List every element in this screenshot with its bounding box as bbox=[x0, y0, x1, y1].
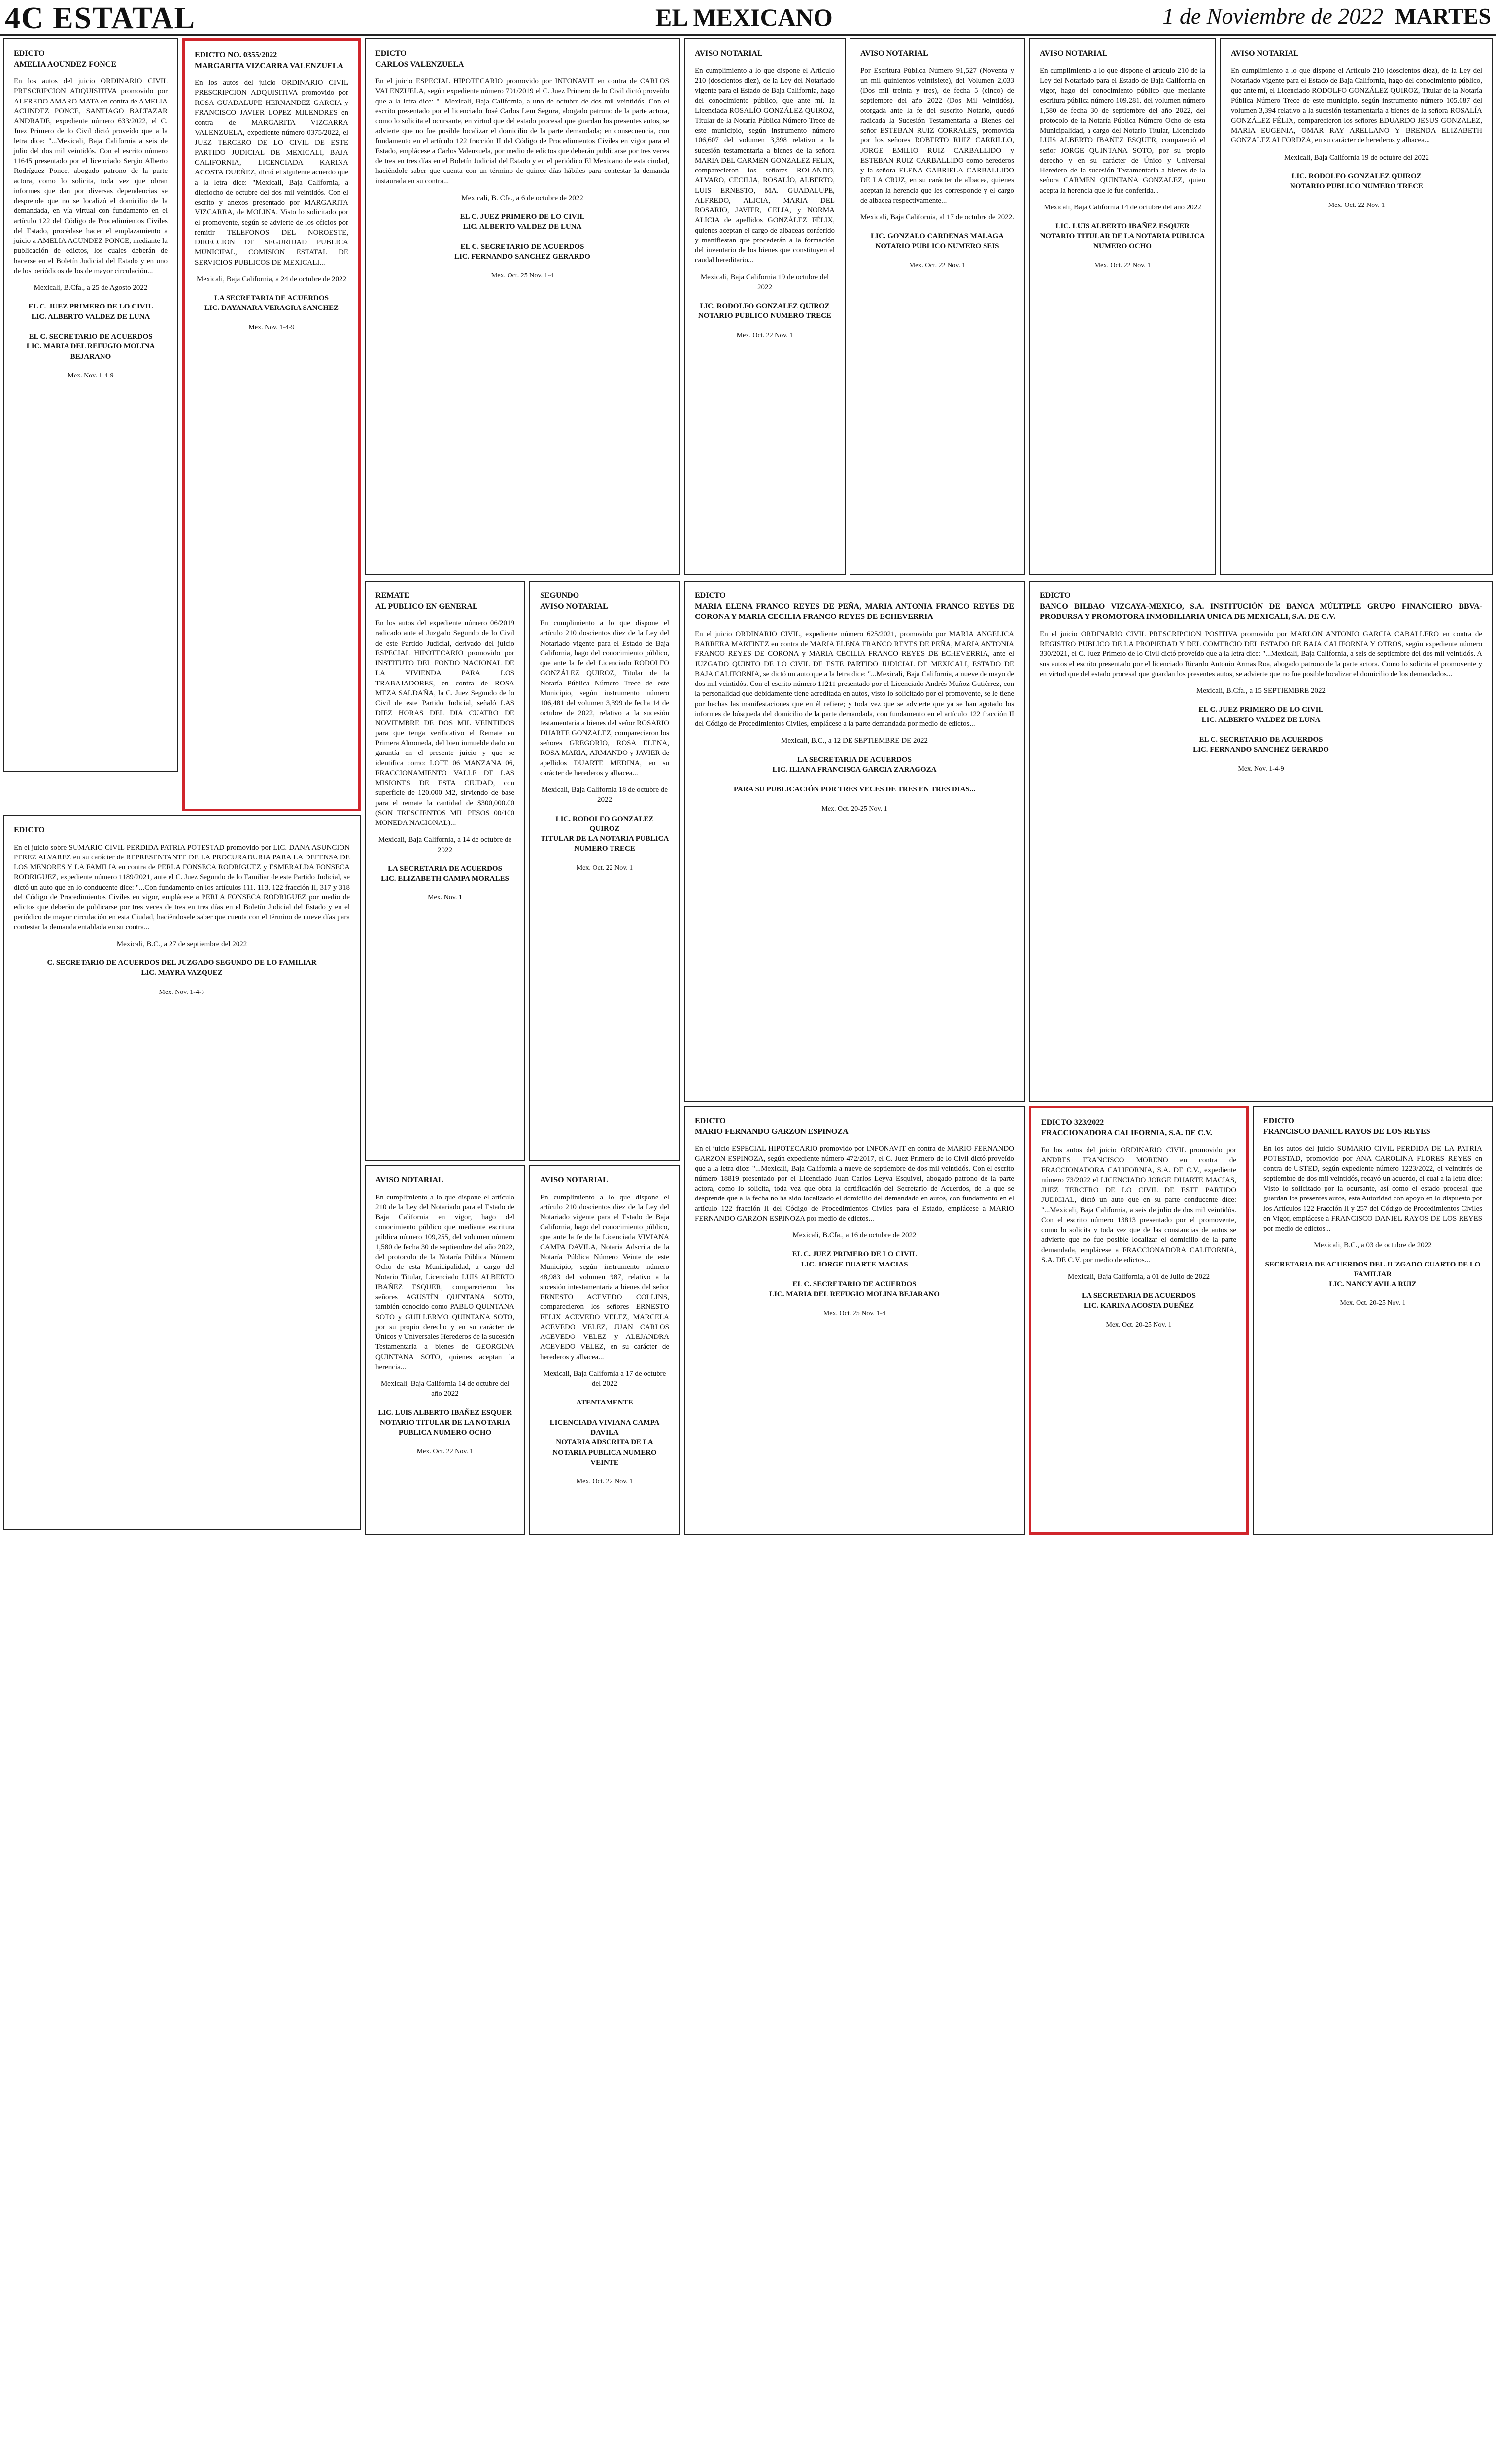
notice-heading: REMATE AL PUBLICO EN GENERAL bbox=[375, 591, 478, 611]
notice-place-date: Mexicali, B.Cfa., a 15 SEPTIEMBRE 2022 bbox=[1196, 687, 1326, 695]
notice-body: En los autos del juicio ORDINARIO CIVIL PRESCRIPCION ADQUISITIVA promovido por ALFREDO AMARO MATA en contra de AMELIA ACUNDEZ PONCE, SANTIAGO BALTAZAR ANDRADE, expediente número 633/2022, el C. Juez Primero de lo Civil dictó proveído que a la letra dice: "...Mexicali, Baja California a seis de julio del dos mil veintidós. Con el escrito número 11645 presentado por el licenciado Sergio Alberto Rodríguez Ponce, abogado patrono de la parte actora, como lo solicita, toda vez que obran informes que dan por diversas dependencias se desprende que no se localizó el domicilio de la demandada, en vía virtual con fundamento en el artículo 122 del Código de Procedimientos Civiles del Estado, procédase hacer el emplazamiento a juicio a AMELIA ACUNDEZ PONCE, mediante la publicación de edictos, los cuales deberán de hacerse en el Boletín Judicial del Estado y en uno de los periódicos de los de mayor circulación... bbox=[14, 77, 168, 275]
notice-publication: Mex. Nov. 1-4-7 bbox=[159, 988, 205, 996]
notice-place-date: Mexicali, B.C., a 27 de septiembre del 2022 bbox=[116, 940, 247, 948]
notice-publication: Mex. Oct. 22 Nov. 1 bbox=[576, 1478, 633, 1486]
notice-body: En el juicio ESPECIAL HIPOTECARIO promovido por INFONAVIT en contra de MARIO FERNANDO GARZON ESPINOZA, según expediente número 472/2017, el C. Juez Primero de lo Civil dictó proveído que a la letra dice: "...Mexicali, Baja California a nueve de septiembre de dos mil veintidós. Con el escrito número 18819 presentado por el Licenciado Juan Carlos Leyva Esquivel, abogado patrono de la parte actora, como lo solicita, toda vez que obra la certificación del Secretario de Acuerdos, de la que se desprende que a la fecha no ha sido localizado el domicilio del demandado en autos, con fundamento en el artículo 122 fracción II del Código de Procedimientos Civiles para el Estado, emplácese a MARIO FERNANDO GARZON ESPINOZA por medio de edictos... bbox=[695, 1145, 1014, 1223]
notice-place-date: Mexicali, B.C., a 03 de octubre de 2022 bbox=[1314, 1241, 1432, 1250]
notice-publication: Mex. Oct. 22 Nov. 1 bbox=[416, 1448, 474, 1456]
notice-body: En los autos del juicio SUMARIO CIVIL PERDIDA DE LA PATRIA POTESTAD, promovido por ANA CAROLINA FLORES REYES en contra de USTED, según expediente número 1223/2022, el veintitrés de septiembre de dos mil veintidós, recayó un acuerdo, el cual a la letra dice: Visto lo solicitado por la ocursante, así como el estado procesal que guardan los presentes autos, esta Autoridad con apoyo en lo dispuesto por los Artículos 122 Fracción II y 257 del Código de Procedimientos Civiles en Vigor, emplácese a FRANCISCO DANIEL RAYOS DE LOS REYES por medio de edictos... bbox=[1263, 1145, 1482, 1233]
notice-body: En el juicio sobre SUMARIO CIVIL PERDIDA PATRIA POTESTAD promovido por LIC. DANA ASUNCION PEREZ ALVAREZ en su carácter de REPRESENTANTE DE LA PROCURADURIA PARA LA DEFENSA DE LOS MENORES Y LA FAMILIA en contra de PERLA FONSECA RODRIGUEZ y ESMERALDA FONSECA RODRIGUEZ, expediente número 1189/2021, ante el C. Juez Segundo de lo Familiar de este Partido Judicial, se dictó un auto que en lo conducente dice: "...Con fundamento en los artículos 111, 113, 122 fracción II, 317 y 318 del Código de Procedimientos Civiles en vigor, emplácese a PERLA FONSECA RODRIGUEZ por medio de edictos que deberán de publicarse por tres veces de tres en tres días en el Boletín Judicial del Estado y en el periódico de mayor circulación en esta Ciudad, haciéndosele saber que cuenta con el término de nueve días para contestar la demanda entablada en su contra... bbox=[14, 843, 350, 931]
notice-body: En los autos del juicio ORDINARIO CIVIL PRESCRIPCION ADQUISITIVA promovido por ROSA GUADALUPE HERNANDEZ GARCIA y FRANCISCO JAVIER LOPEZ MILENDRES en contra de MARGARITA VIZCARRA VALENZUELA, expediente número 0375/2022, el JUEZ TERCERO DE LO CIVIL DE ESTE PARTIDO JUDICIAL DE MEXICALI, BAJA CALIFORNIA, LICENCIADA KARINA ACOSTA DUEÑEZ, dictó el siguiente acuerdo que a la letra dice: "Mexicali, Baja California, a dieciocho de octubre del dos mil veintidós. Con el escrito y anexos presentado por MARGARITA VIZCARRA, de MOLINA. Visto lo solicitado por el promovente, según se advierte de los oficios por remitir TELEFONOS DEL NOROESTE, DIRECCION DE SEGURIDAD PUBLICA MUNICIPAL, COMISION ESTATAL DE SERVICIOS PUBLICOS DE MEXICALI... bbox=[195, 79, 348, 267]
issue-date-text: 1 de Noviembre de 2022 bbox=[1162, 3, 1384, 29]
section-title bbox=[5, 1, 196, 36]
notice-body: En cumplimiento a lo que dispone el artículo 210 doscientos diez de la Ley del Notariado vigente para el Estado de Baja California, hago del conocimiento público, que ante la fe del Licenciado RODOLFO GONZÁLEZ QUIROZ, Titular de la Notaría Pública Número Trece de este Municipio, según instrumento número 106,481 del volumen 3,399 de fecha 14 de octubre de 2022, relativo a la sucesión testamentaria a bienes del señor ROSARIO DUARTE GONZALEZ, comparecieron los señores GREGORIO, ROSA ELENA, ROSA MARIA, ARMANDO y JAVIER de apellidos DUARTE MEDINA, en su carácter de herederos y albacea... bbox=[540, 619, 669, 777]
masthead bbox=[0, 0, 1496, 36]
notice-n8 bbox=[365, 581, 525, 1161]
notice-signature: LIC. GONZALO CARDENAS MALAGA NOTARIO PUBLICO NUMERO SEIS bbox=[870, 232, 1004, 250]
notice-body: En el juicio ESPECIAL HIPOTECARIO promovido por INFONAVIT en contra de CARLOS VALENZUELA, según expediente número 701/2019 el C. Juez Primero de lo Civil dictó proveído que a la letra dice: "...Mexicali, Baja California, a uno de octubre de dos mil veintidós. Con el escrito presentado por el licenciado José Carlos Lem Segura, abogado patrono de la parte actora, como lo solicita el ocursante, en virtud que del estado procesal que guardan los presentes autos, se advierte que no fue posible localizar el domicilio de la parte demandada; en consecuencia, con fundamento en el artículo 122 fracción II del Código de Procedimientos Civiles en vigor para el Estado, emplácese a Carlos Valenzuela, por medio de edictos que deberán publicarse por tres veces de tres en tres días en el Boletín Judicial del Estado y en el periódico El Mexicano de esta ciudad, haciéndole saber que cuenta con un término de quince días hábiles para contestar la demanda instaurada en su contra... bbox=[375, 77, 669, 185]
notice-body: En cumplimiento a lo que dispone el Artículo 210 (doscientos diez), de la Ley del Notariado vigente para el Estado de Baja California, hago del conocimiento público, que ante mí, la Licenciada ROSALÍO GONZÁLEZ QUIROZ, Titular de la Notaría Pública Número Trece de este municipio, según instrumento número 106,607 del volumen 3,398 relativo a la sucesión testamentaria a bienes de la señora MARIA DEL CARMEN GONZALEZ FELIX, comparecieron los señores ROLANDO, ALVARO, CECILIA, ROSALÍO, ALBERTO, LUIS ERNESTO, MA. GUADALUPE, ALFREDO, ALICIA, MARIA DEL ROSARIO, JAVIER, CELIA, y NORMA ALICIA de apellidos GONZÁLEZ FÉLIX, quienes aceptan el cargo de albaceas conferido y manifiestan que procederán a la formación del inventario de los bienes que constituyen el caudal hereditario... bbox=[695, 67, 835, 265]
notice-signature: C. SECRETARIO DE ACUERDOS DEL JUZGADO SEGUNDO DE LO FAMILIAR LIC. MAYRA VAZQUEZ bbox=[47, 959, 317, 977]
notice-place-date: Mexicali, B.Cfa., a 25 de Agosto 2022 bbox=[34, 284, 148, 292]
notice-body: En cumplimiento a lo que dispone el artículo 210 de la Ley del Notariado para el Estado de Baja California en vigor, hago del conocimiento público que mediante escritura pública número 109,255, del volumen número 1,580 de fecha 30 de septiembre del año 2022, del protocolo de la Notaría Pública Número Ocho de esta Municipalidad, a cargo del Notario Titular, Licenciado LUIS ALBERTO IBAÑEZ ESQUER, comparecieron los señores AGUSTÍN QUINTANA SOTO, también conocido como PABLO QUINTANA SOTO y GUILLERMO QUINTANA SOTO, por su propio derecho y en su carácter de Únicos y Universales Herederos de la sucesión Testamentaria a bienes de GEORGINA QUINTANA SOTO, quienes aceptan la herencia... bbox=[375, 1193, 514, 1371]
notice-heading: EDICTO MARIA ELENA FRANCO REYES DE PEÑA, MARIA ANTONIA FRANCO REYES DE CORONA Y MARIA CECILIA FRANCO REYES DE ECHEVERRIA bbox=[695, 591, 1014, 621]
notice-body: En el juicio ORDINARIO CIVIL, expediente número 625/2021, promovido por MARIA ANGELICA BARRERA MARTINEZ en contra de MARIA ELENA FRANCO REYES DE PEÑA, MARIA ANTONIA FRANCO REYES DE CORONA y MARIA CECILIA FRANCO REYES DE ECHEVERRIA, ante el JUZGADO QUINTO DE LO CIVIL DE ESTE PARTIDO JUDICIAL DE MEXICALI, ESTADO DE BAJA CALIFORNIA, se dictó un auto que a la letra dice: "...Mexicali, Baja California, a nueve de mayo de dos mil veintidós. Con el escrito número 11211 presentado por el Licenciado Andrés Muñoz Gutiérrez, con la personalidad que debidamente tiene acreditada en autos, visto lo solicitado por el promovente, se le tiene por hechas las manifestaciones que en él refiere; y toda vez que se advierte que ya se han agotado los informes de búsqueda del domicilio de la parte demandada, con fundamento en el artículo 122 fracción II del Código de Procedimientos Civiles, emplácese a la parte demandada por medio de edictos... bbox=[695, 630, 1014, 728]
issue-weekday: MARTES bbox=[1394, 3, 1491, 29]
notice-place-date: Mexicali, Baja California, a 01 de Julio de 2022 bbox=[1067, 1273, 1210, 1281]
notice-publication: Mex. Oct. 20-25 Nov. 1 bbox=[1340, 1300, 1406, 1307]
notice-place-date: Mexicali, B.C., a 12 DE SEPTIEMBRE DE 2022 bbox=[781, 737, 928, 745]
notice-signature: LA SECRETARIA DE ACUERDOS LIC. ELIZABETH CAMPA MORALES bbox=[381, 864, 509, 883]
notice-publication: Mex. Oct. 22 Nov. 1 bbox=[1328, 202, 1385, 209]
notice-heading: EDICTO FRANCISCO DANIEL RAYOS DE LOS REYES bbox=[1263, 1117, 1430, 1136]
notice-signature: SECRETARIA DE ACUERDOS DEL JUZGADO CUARTO DE LO FAMILIAR LIC. NANCY AVILA RUIZ bbox=[1265, 1260, 1481, 1289]
notice-heading: AVISO NOTARIAL bbox=[1040, 49, 1108, 58]
notice-signature: LIC. RODOLFO GONZALEZ QUIROZ NOTARIO PUBLICO NUMERO TRECE bbox=[1290, 172, 1423, 191]
notice-heading: AVISO NOTARIAL bbox=[375, 1176, 443, 1184]
notice-place-date: Mexicali, Baja California 14 de octubre del año 2022 bbox=[380, 1380, 510, 1398]
notice-place-date: Mexicali, Baja California, a 14 de octubre de 2022 bbox=[378, 836, 512, 854]
notice-heading: EDICTO 323/2022 FRACCIONADORA CALIFORNIA, S.A. DE C.V. bbox=[1041, 1118, 1212, 1137]
notice-publication: Mex. Oct. 22 Nov. 1 bbox=[909, 261, 966, 269]
notice-n2 bbox=[182, 38, 361, 811]
notice-publication: Mex. Nov. 1 bbox=[428, 894, 462, 902]
notice-signature: LIC. LUIS ALBERTO IBAÑEZ ESQUER NOTARIO TITULAR DE LA NOTARIA PUBLICA NUMERO OCHO bbox=[1040, 222, 1205, 250]
notice-n1 bbox=[3, 38, 178, 772]
notice-place-date: Mexicali, B.Cfa., a 16 de octubre de 2022 bbox=[792, 1232, 917, 1240]
section-name: ESTATAL bbox=[53, 1, 196, 35]
notice-n17 bbox=[1253, 1106, 1493, 1535]
notice-n16 bbox=[1029, 1106, 1249, 1535]
notice-n13 bbox=[365, 1165, 525, 1535]
notice-heading: EDICTO CARLOS VALENZUELA bbox=[375, 49, 464, 68]
notice-publication: Mex. Oct. 22 Nov. 1 bbox=[1094, 261, 1151, 269]
notice-heading: SEGUNDO AVISO NOTARIAL bbox=[540, 591, 608, 611]
notice-n15 bbox=[684, 1106, 1025, 1535]
notice-heading: EDICTO bbox=[14, 826, 45, 834]
notice-body: En cumplimiento a lo que dispone el artículo 210 de la Ley del Notariado para el Estado de Baja California en vigor, hago del conocimiento público que mediante escritura pública número 109,281, del volumen número 1,580 de fecha 30 de septiembre del año 2022, del protocolo de la Notaría Pública Número Ocho de esta Municipalidad, a cargo del Notario Titular, Licenciado LUIS ALBERTO IBAÑEZ ESQUER, compareció el señor JORGE QUINTANA SOTO, por su propio derecho y en su carácter de Único y Universal Heredero de la sucesión Testamentaria a bienes de la señora CARMEN QUINTANA GONZALEZ, quien acepta la herencia que le fue conferida... bbox=[1040, 67, 1205, 195]
notice-publication: Mex. Oct. 22 Nov. 1 bbox=[736, 331, 793, 339]
notice-publication: Mex. Nov. 1-4-9 bbox=[1238, 765, 1284, 773]
notice-place-date: Mexicali, Baja California, al 17 de octubre de 2022. bbox=[860, 213, 1014, 222]
notice-n12 bbox=[3, 815, 361, 1530]
notice-body: En los autos del juicio ORDINARIO CIVIL promovido por ANDRES FRANCISCO MORENO en contra de FRACCIONADORA CALIFORNIA, S.A. DE C.V., expediente número 73/2022 el LICENCIADO JORGE DUARTE MACIAS, JUEZ TERCERO DE LO CIVIL DE ESTE PARTIDO JUDICIAL, dictó un auto que en su parte conducente dice: "...Mexicali, Baja California, a seis de julio de dos mil veintidós. Con el escrito número 13813 presentado por el promovente, como lo solicita y toda vez que de las constancias de autos se advierte que no fue posible localizar el domicilio de la parte demandada, emplácese a FRACCIONADORA CALIFORNIA, S.A. DE C.V. por medio de edictos... bbox=[1041, 1146, 1236, 1264]
notice-heading: AVISO NOTARIAL bbox=[695, 49, 763, 58]
notice-heading: EDICTO BANCO BILBAO VIZCAYA-MEXICO, S.A. INSTITUCIÓN DE BANCA MÚLTIPLE GRUPO FINANCIERO BBVA-PROBURSA Y PROMOTORA INMOBILIARIA UNICA DE MEXICALI, S.A. DE C.V. bbox=[1040, 591, 1482, 621]
notice-place-date: Mexicali, Baja California 18 de octubre de 2022 bbox=[541, 786, 668, 804]
notice-heading: EDICTO NO. 0355/2022 MARGARITA VIZCARRA VALENZUELA bbox=[195, 51, 343, 70]
notice-place-date: Mexicali, Baja California 14 de octubre del año 2022 bbox=[1044, 203, 1201, 211]
notice-signature: LA SECRETARIA DE ACUERDOS LIC. DAYANARA VERAGRA SANCHEZ bbox=[204, 294, 339, 312]
notice-signature: EL C. JUEZ PRIMERO DE LO CIVIL LIC. ALBERTO VALDEZ DE LUNA EL C. SECRETARIO DE ACUERDOS LIC. MARIA DEL REFUGIO MOLINA BEJARANO bbox=[26, 303, 155, 361]
notice-body: En los autos del expediente número 06/2019 radicado ante el Juzgado Segundo de lo Civil de este Partido Judicial, derivado del juicio ESPECIAL HIPOTECARIO promovido por INSTITUTO DEL FONDO NACIONAL DE LA VIVIENDA PARA LOS TRABAJADORES, en contra de ROSA MEZA SALDAÑA, la C. Juez Segundo de lo Civil de este Partido Judicial, señaló LAS DIEZ HORAS DEL DIA CUATRO DE NOVIEMBRE DE DOS MIL VEINTIDOS para que tenga verificativo el Remate en Primera Almoneda, del bien inmueble dado en garantía en el presente juicio y que se identifica como: LOTE 06 MANZANA 06, FRACCIONAMIENTO VALLE DE LAS MISIONES DE ESTA CIUDAD, con superficie de 120.000 M2, sirviendo de base para el remate la cantidad de $300,000.00 (SON TRESCIENTOS MIL PESOS 00/100 MONEDA NACIONAL)... bbox=[375, 619, 514, 827]
notice-body: En cumplimiento a lo que dispone el artículo 210 doscientos diez de la Ley del Notariado vigente para el Estado de Baja California, hago del conocimiento público, que ante la fe de la Licenciada VIVIANA CAMPA DAVILA, Notaria Adscrita de la Notaría Pública Número Veinte de este Municipio, según instrumento número 48,983 del volumen 987, relativo a la sucesión intestamentaria a bienes del señor ERNESTO ACEVEDO COLLINS, comparecieron los señores ERNESTO FELIX ACEVEDO VELEZ, MARCELA ACEVEDO VELEZ, JUAN CARLOS ACEVEDO VELEZ y ALEJANDRA ACEVEDO VELEZ, en su carácter de herederos y albacea... bbox=[540, 1193, 669, 1361]
notice-publication: Mex. Oct. 25 Nov. 1-4 bbox=[491, 272, 554, 280]
notice-place-date: Mexicali, B. Cfa., a 6 de octubre de 2022 bbox=[461, 194, 583, 202]
notice-body: Por Escritura Pública Número 91,527 (Noventa y un mil quinientos veintisiete), del Volumen 2,033 (Dos mil treinta y tres), de fecha 5 (cinco) de septiembre del año 2022 (Dos Mil Veintidós), otorgada ante la fe del suscrito Notario, quedó radicada la Sucesión Testamentaria a Bienes del señor ESTEBAN RUIZ CORRALES, promovida por los señores ROBERTO RUIZ CARRILLO, JORGE EMILIO RUIZ CARBALLIDO y ESTEBAN RUIZ CARBALLIDO como herederos y la señora ELENA GABRIELA CARBALLIDO DE LA CRUZ, en su carácter de albacea, quienes aceptan la herencia que les corresponde y el cargo de albacea respectivamente... bbox=[860, 67, 1014, 205]
notice-publication: Mex. Oct. 25 Nov. 1-4 bbox=[823, 1309, 886, 1317]
notice-n6 bbox=[1029, 38, 1216, 575]
notice-signature: LIC. RODOLFO GONZALEZ QUIROZ NOTARIO PUBLICO NUMERO TRECE bbox=[698, 302, 831, 320]
notice-signature: EL C. JUEZ PRIMERO DE LO CIVIL LIC. ALBERTO VALDEZ DE LUNA EL C. SECRETARIO DE ACUERDOS LIC. FERNANDO SANCHEZ GERARDO bbox=[454, 213, 590, 261]
notice-place-date: Mexicali, Baja California 19 de octubre del 2022 bbox=[700, 273, 829, 291]
notice-heading: AVISO NOTARIAL bbox=[860, 49, 928, 58]
notice-signature: LIC. RODOLFO GONZALEZ QUIROZ TITULAR DE LA NOTARIA PUBLICA NUMERO TRECE bbox=[540, 815, 669, 853]
notice-n5 bbox=[850, 38, 1025, 575]
notice-place-date: Mexicali, Baja California a 17 de octubre del 2022 bbox=[543, 1369, 666, 1388]
issue-date bbox=[1162, 3, 1491, 29]
notice-signature: EL C. JUEZ PRIMERO DE LO CIVIL LIC. JORGE DUARTE MACIAS EL C. SECRETARIO DE ACUERDOS LIC. MARIA DEL REFUGIO MOLINA BEJARANO bbox=[769, 1250, 940, 1299]
notice-signature: EL C. JUEZ PRIMERO DE LO CIVIL LIC. ALBERTO VALDEZ DE LUNA EL C. SECRETARIO DE ACUERDOS LIC. FERNANDO SANCHEZ GERARDO bbox=[1193, 706, 1329, 754]
notice-signature: LA SECRETARIA DE ACUERDOS LIC. ILIANA FRANCISCA GARCIA ZARAGOZA PARA SU PUBLICACIÓN POR TRES VECES DE TRES EN TRES DIAS... bbox=[734, 755, 975, 794]
notice-n7 bbox=[1220, 38, 1493, 575]
notice-heading: EDICTO AMELIA AOUNDEZ FONCE bbox=[14, 49, 117, 68]
notice-heading: EDICTO MARIO FERNANDO GARZON ESPINOZA bbox=[695, 1117, 849, 1136]
notice-publication: Mex. Oct. 22 Nov. 1 bbox=[576, 864, 633, 872]
notice-body: En el juicio ORDINARIO CIVIL PRESCRIPCION POSITIVA promovido por MARLON ANTONIO GARCIA CABALLERO en contra de REGISTRO PUBLICO DE LA PROPIEDAD Y DEL COMERCIO DEL ESTADO DE BAJA CALIFORNIA Y OTROS, según expediente número 330/2021, el C. Juez Primero de lo Civil dictó proveído que a la letra dice: "...Mexicali, Baja California, a seis de septiembre del dos mil veintidós. A sus autos el escrito presentado por el licenciado Ricardo Antonio Armas Roa, abogado patrono de la parte actora. Como lo solicita el promovente y en virtud que del estado procesal que guardan los presentes autos, se advierte que no fue posible localizar el domicilio de los demandados... bbox=[1040, 630, 1482, 678]
notice-publication: Mex. Nov. 1-4-9 bbox=[248, 323, 295, 331]
notice-n9 bbox=[529, 581, 680, 1161]
notice-publication: Mex. Oct. 20-25 Nov. 1 bbox=[1106, 1321, 1172, 1329]
notice-n4 bbox=[684, 38, 846, 575]
notice-body: En cumplimiento a lo que dispone el Artículo 210 (doscientos diez), de la Ley del Notariado vigente para el Estado de Baja California, hago del conocimiento público, que ante mí, el Licenciado RODOLFO GONZÁLEZ QUIROZ, Titular de la Notaría Pública Número Trece de este municipio, según instrumento número 105,687 del volumen 3,394 relativo a la sucesión testamentaria a bienes de la señora ROSALÍA GONZÁLEZ FÉLIX, comparecieron los señores EDUARDO JESUS GONZALEZ, MARIA EUGENIA, OMAR RAY ARELLANO Y BRENDA ELIZABETH GONZALEZ ALFORDZA, en su carácter de herederos y albacea... bbox=[1231, 67, 1482, 145]
notice-n3 bbox=[365, 38, 680, 575]
notice-signature: ATENTAMENTE LICENCIADA VIVIANA CAMPA DAVILA NOTARIA ADSCRITA DE LA NOTARIA PUBLICA NUMERO VEINTE bbox=[549, 1399, 660, 1467]
notice-place-date: Mexicali, Baja California 19 de octubre del 2022 bbox=[1284, 153, 1429, 162]
notice-publication: Mex. Oct. 20-25 Nov. 1 bbox=[821, 805, 887, 813]
notice-n10 bbox=[684, 581, 1025, 1102]
page-number: 4C bbox=[5, 1, 44, 35]
notice-n11 bbox=[1029, 581, 1493, 1102]
notice-signature: LIC. LUIS ALBERTO IBAÑEZ ESQUER NOTARIO TITULAR DE LA NOTARIA PUBLICA NUMERO OCHO bbox=[378, 1408, 512, 1437]
newspaper-name: EL MEXICANO bbox=[655, 3, 833, 31]
notice-heading: AVISO NOTARIAL bbox=[540, 1176, 608, 1184]
notice-publication: Mex. Nov. 1-4-9 bbox=[68, 372, 114, 379]
notice-n14 bbox=[529, 1165, 680, 1535]
notice-signature: LA SECRETARIA DE ACUERDOS LIC. KARINA ACOSTA DUEÑEZ bbox=[1082, 1292, 1196, 1310]
notice-heading: AVISO NOTARIAL bbox=[1231, 49, 1299, 58]
notice-place-date: Mexicali, Baja California, a 24 de octubre de 2022 bbox=[196, 275, 347, 283]
